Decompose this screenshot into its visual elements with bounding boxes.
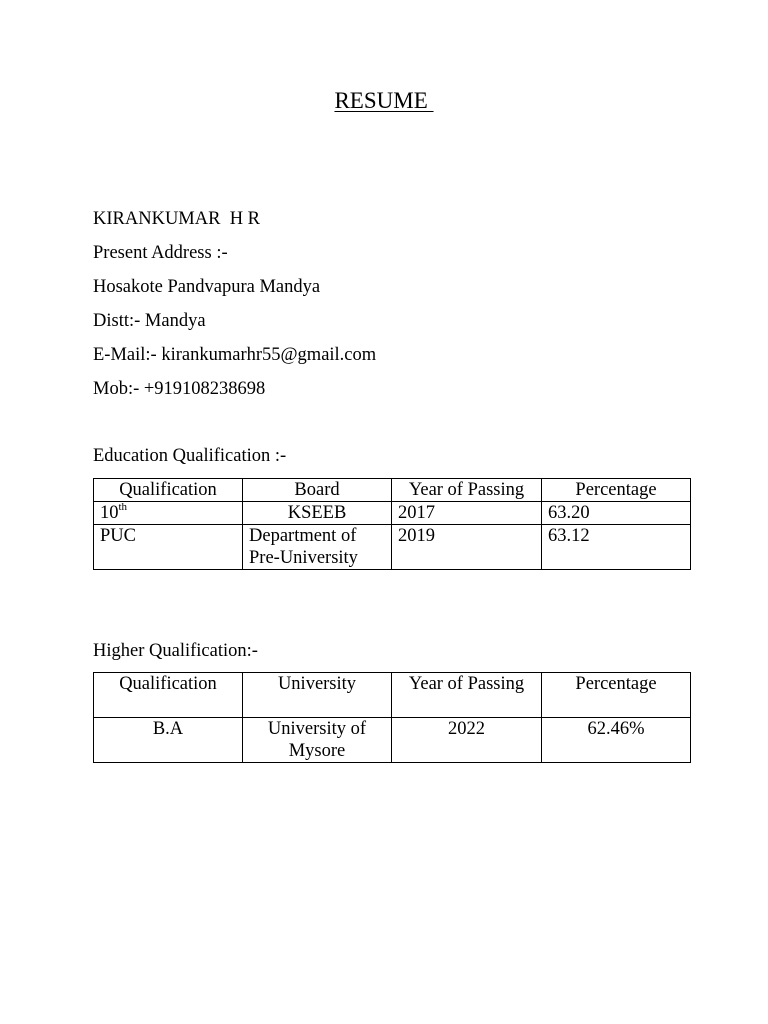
qualification-value: 10 (100, 503, 119, 523)
board-cell: Department of Pre-University (243, 525, 392, 570)
district-text: Distt:- Mandya (93, 311, 206, 331)
qualification-cell (94, 502, 243, 525)
year-cell: 2019 (392, 525, 542, 570)
address-label: Present Address :- (93, 243, 228, 263)
column-header: Year of Passing (392, 479, 542, 502)
candidate-name: KIRANKUMAR H R (93, 209, 261, 229)
percentage-cell: 63.12 (542, 525, 691, 570)
table-row (94, 718, 691, 763)
percentage-cell: 62.46% (542, 718, 691, 763)
higher-qualification-heading: Higher Qualification:- (93, 641, 258, 661)
table-row (94, 502, 691, 525)
address-text: Hosakote Pandvapura Mandya (93, 277, 321, 297)
column-header: University (243, 673, 392, 718)
education-table (93, 478, 691, 570)
column-header: Percentage (542, 479, 691, 502)
table-row (94, 525, 691, 570)
table-header-row (94, 479, 691, 502)
column-header: Qualification (94, 673, 243, 718)
percentage-cell: 63.20 (542, 502, 691, 525)
column-header: Board (243, 479, 392, 502)
qualification-cell: PUC (94, 525, 243, 570)
email-text: E-Mail:- kirankumarhr55@gmail.com (93, 345, 377, 365)
board-cell: KSEEB (243, 502, 392, 525)
column-header: Percentage (542, 673, 691, 718)
year-cell: 2017 (392, 502, 542, 525)
education-heading: Education Qualification :- (93, 446, 287, 466)
table-header-row (94, 673, 691, 718)
higher-qualification-table (93, 672, 691, 763)
year-cell: 2022 (392, 718, 542, 763)
resume-title: RESUME (334, 88, 434, 113)
qualification-cell: B.A (94, 718, 243, 763)
university-cell: University of Mysore (243, 718, 392, 763)
column-header: Qualification (94, 479, 243, 502)
ordinal-suffix: th (118, 501, 128, 513)
column-header: Year of Passing (392, 673, 542, 718)
mobile-text: Mob:- +919108238698 (93, 379, 266, 399)
